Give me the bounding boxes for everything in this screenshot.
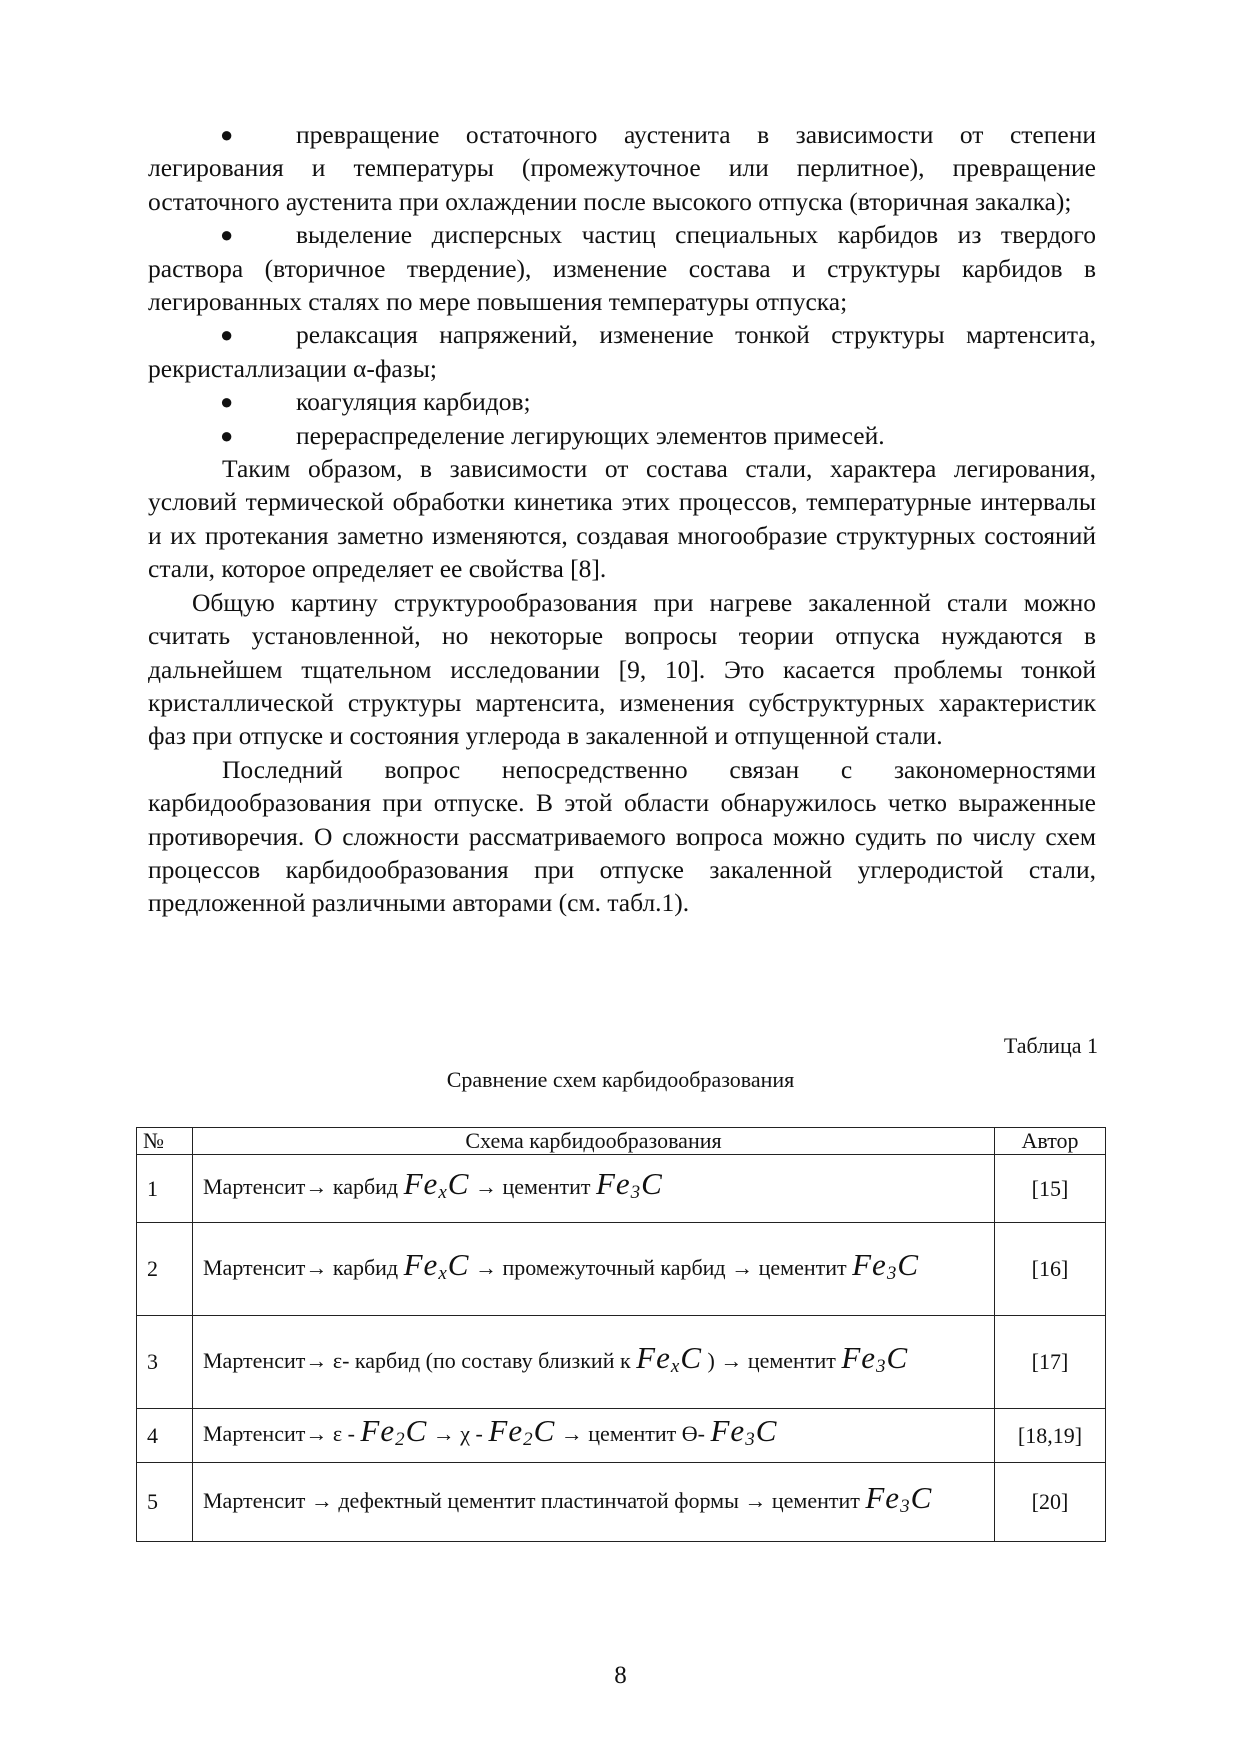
row-number: 4 (137, 1409, 193, 1463)
bullet-icon: ● (220, 122, 234, 147)
row-number: 5 (137, 1463, 193, 1542)
table-row (137, 1463, 1106, 1542)
list-item: ● коагуляция карбидов; (148, 385, 1096, 418)
table-number: Таблица 1 (1003, 1033, 1098, 1058)
row-author: [16] (995, 1223, 1106, 1316)
table-row (137, 1155, 1106, 1223)
carbide-schemes-table (136, 1127, 1106, 1542)
table-row (137, 1409, 1106, 1463)
list-item: ● релаксация напряжений, изменение тонкой структуры мартенсита, рекристаллизации α-фазы; (148, 320, 1096, 383)
row-number: 1 (137, 1155, 193, 1223)
bullet-icon: ● (220, 422, 234, 448)
row-author: [20] (995, 1463, 1106, 1542)
row-author: [17] (995, 1316, 1106, 1409)
row-scheme: Мартенсит→ карбид $Fe_xC$ → цементит $Fe_3C$ (193, 1155, 995, 1223)
bullet-icon: ● (220, 222, 234, 248)
row-scheme: Мартенсит→ карбид $Fe_xC$ → промежуточный карбид → цементит $Fe_3C$ (193, 1223, 995, 1316)
row-author: [18,19] (995, 1409, 1106, 1463)
table-caption: Сравнение схем карбидообразования (446, 1067, 795, 1092)
paragraph: Общую картину структурообразования при нагреве закаленной стали можно считать установленной, но некоторые вопросы теории отпуска нуждаются в дальнейшем тщательном исследовании [9, 10]. Это касается проблемы тонкой кристаллической структуры мартенсита, изменения субструктурных характеристик фаз при отпуске и состояния углерода в закаленной и отпущенной стали. (148, 587, 1096, 751)
header-author: Автор (995, 1128, 1106, 1155)
body-text (148, 118, 1096, 920)
paragraph: Последний вопрос непосредственно связан с закономерностями карбидообразования при отпуске. В этой области обнаружилось четко выраженные противоречия. О сложности рассматриваемого вопроса можно судить по числу схем процессов карбидообразования при отпуске закаленной углеродистой стали, предложенной различными авторами (см. табл.1). (148, 754, 1096, 918)
row-number: 3 (137, 1316, 193, 1409)
header-number: № (137, 1128, 193, 1155)
header-scheme: Схема карбидообразования (193, 1128, 995, 1155)
row-scheme: Мартенсит→ ε- карбид (по составу близкий к $Fe_xC$ ) → цементит $Fe_3C$ (193, 1316, 995, 1409)
bullet-icon: ● (220, 322, 234, 348)
list-item: ● выделение дисперсных частиц специальных карбидов из твердого раствора (вторичное твердение), изменение состава и структуры карбидов в легированных сталях по мере повышения температуры отпуска; (148, 220, 1096, 317)
row-number: 2 (137, 1223, 193, 1316)
row-scheme: Мартенсит→ $\varepsilon - Fe_2C \to \chi - Fe_2C$ → цементит ϴ- $Fe_3C$ (193, 1409, 995, 1463)
table-row (137, 1223, 1106, 1316)
list-item: ● превращение остаточного аустенита в зависимости от степени легирования и температуры (промежуточное или перлитное), превращение остаточного аустенита при охлаждении после высокого отпуска (вторичная закалка); (148, 120, 1096, 216)
list-item: ● перераспределение легирующих элементов примесей. (148, 419, 1096, 452)
row-scheme: Мартенсит → дефектный цементит пластинчатой формы → цементит $Fe_3C$ (193, 1463, 995, 1542)
bullet-icon: ● (220, 389, 234, 415)
table-row (137, 1316, 1106, 1409)
paragraph: Таким образом, в зависимости от состава стали, характера легирования, условий термической обработки кинетика этих процессов, температурные интервалы и их протекания заметно изменяются, создавая многообразие структурных состояний стали, которое определяет ее свойства [8]. (148, 454, 1096, 584)
page-number: 8 (614, 1662, 627, 1689)
row-author: [15] (995, 1155, 1106, 1223)
page-body (148, 118, 1096, 920)
table-header-row (137, 1128, 1106, 1155)
